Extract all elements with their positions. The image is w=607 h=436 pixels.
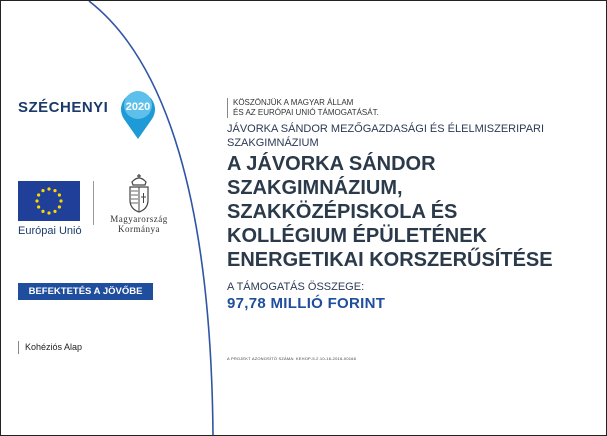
title-line-3: SZAKKÖZÉPISKOLA ÉS	[227, 201, 458, 223]
eu-star	[41, 189, 44, 192]
thanks-note	[227, 98, 379, 118]
logo-divider	[93, 181, 94, 225]
eu-star	[59, 199, 62, 202]
eu-star	[53, 189, 56, 192]
eu-star	[58, 193, 61, 196]
thanks-line-1: KÖSZÖNJÜK A MAGYAR ÁLLAM	[233, 98, 354, 107]
support-amount: 97,78 MILLIÓ FORINT	[227, 295, 386, 312]
hungarian-coat-of-arms-icon	[126, 173, 152, 213]
szechenyi-2020-logo-icon	[118, 83, 158, 141]
support-label: A TÁMOGATÁS ÖSSZEGE:	[227, 281, 365, 293]
title-line-2: SZAKGIMNÁZIUM,	[227, 177, 403, 199]
title-line-5: ENERGETIKAI KORSZERŰSÍTÉSE	[227, 249, 553, 271]
eu-logo	[18, 181, 80, 237]
beneficiary-name: JÁVORKA SÁNDOR MEZŐGAZDASÁGI ÉS ÉLELMISZERIPARI SZAKGIMNÁZIUM	[227, 123, 545, 149]
eu-star	[53, 210, 56, 213]
title-line-1: A JÁVORKA SÁNDOR	[227, 153, 436, 175]
szechenyi-2020-logo	[18, 83, 168, 143]
szechenyi-year: 2020	[125, 101, 151, 113]
gov-line-1: Magyarország	[110, 214, 168, 224]
kohezios-alap-label: Kohéziós Alap	[18, 341, 82, 354]
eu-flag-icon	[18, 181, 80, 221]
befektetes-banner: BEFEKTETÉS A JÖVŐBE	[18, 283, 153, 300]
eu-star	[47, 187, 50, 190]
eu-star	[35, 199, 38, 202]
project-id: A PROJEKT AZONOSÍTÓ SZÁMA: KEHOP-5.2.10-16-2016-00168	[227, 356, 357, 361]
gov-line-2: Kormánya	[118, 224, 160, 234]
eu-star	[37, 193, 40, 196]
szechenyi-word: SZÉCHENYI	[18, 99, 109, 116]
title-line-4: KOLLÉGIUM ÉPÜLETÉNEK	[227, 225, 488, 247]
project-title	[227, 152, 597, 272]
eu-star	[37, 205, 40, 208]
thanks-line-2: ÉS AZ EURÓPAI UNIÓ TÁMOGATÁSÁT.	[233, 108, 379, 117]
eu-star	[58, 205, 61, 208]
eu-star	[41, 210, 44, 213]
eu-star	[47, 211, 50, 214]
hungarian-government-logo	[99, 173, 179, 234]
eu-label: Európai Unió	[18, 225, 82, 237]
